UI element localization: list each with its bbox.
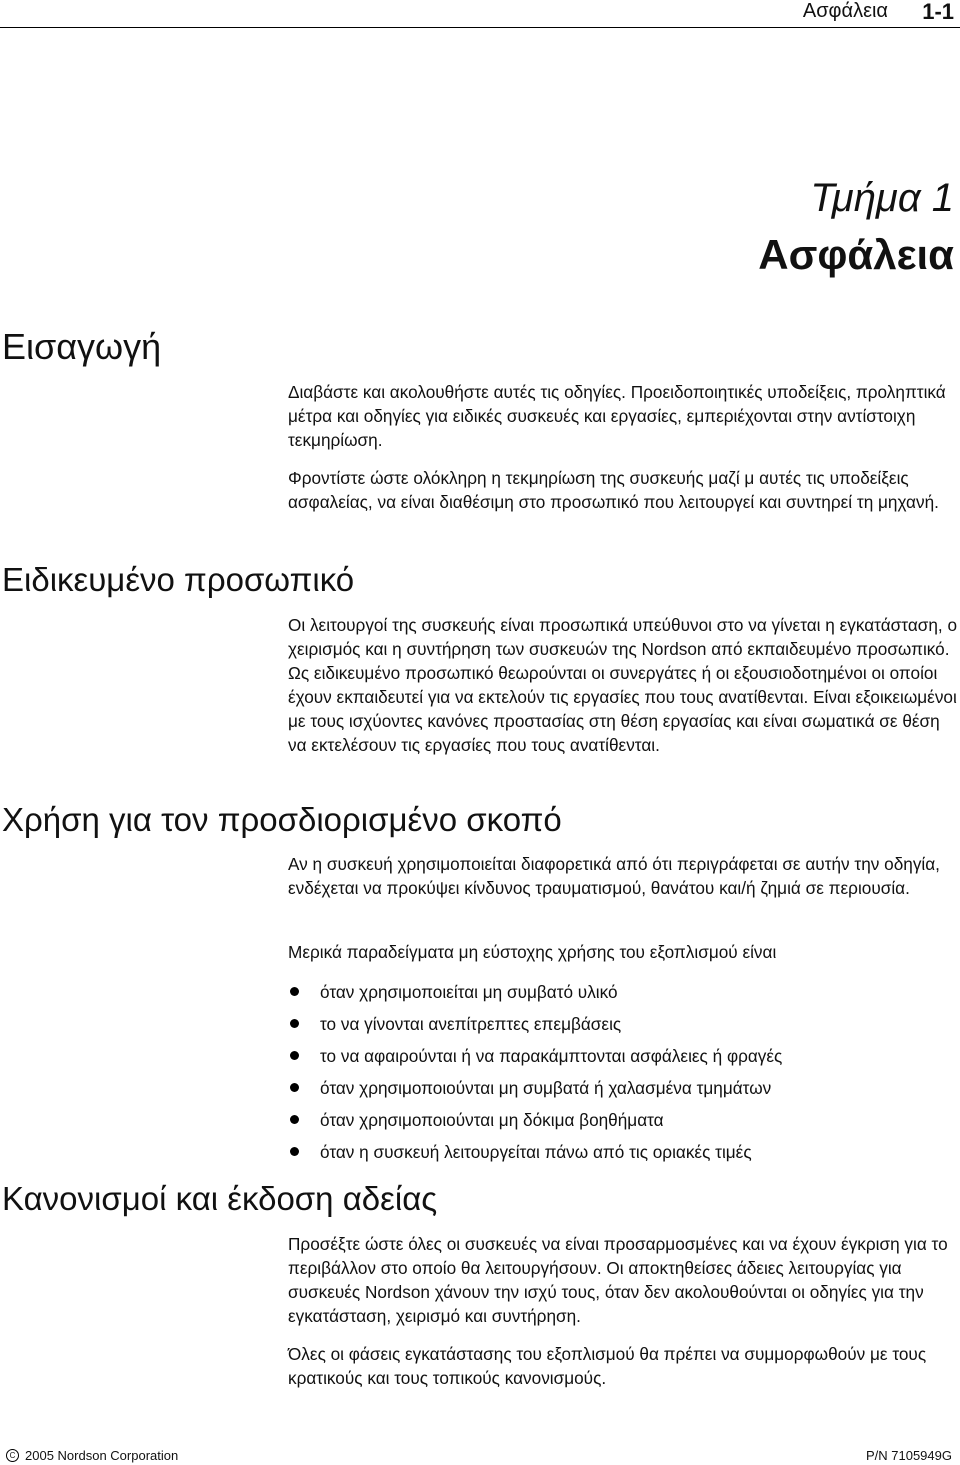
heading-intended-use: Χρήση για τον προσδιορισμένο σκοπό	[2, 801, 562, 838]
bullet-icon	[290, 1051, 299, 1060]
footer-copyright-text: 2005 Nordson Corporation	[25, 1448, 179, 1463]
copyright-icon: C	[6, 1449, 19, 1462]
bullet-icon	[290, 1147, 299, 1156]
intended-use-paragraph-1: Αν η συσκευή χρησιμοποιείται διαφορετικά από ότι περιγράφεται σε αυτήν την οδηγία, ενδέχεται να προκύψει κίνδυνος τραυματισμού, θανάτου και/ή ζημιά σε περιουσία.	[288, 854, 940, 898]
bullet-icon	[290, 1019, 299, 1028]
intro-paragraph-1: Διαβάστε και ακολουθήστε αυτές τις οδηγίες. Προειδοποιητικές υποδείξεις, προληπτικά μέτρα και οδηγίες για ειδικές συσκευές και εργασίες, εμπεριέχονται στην αντίστοιχη τεκμηρίωση.	[288, 382, 946, 450]
running-header-section: Ασφάλεια	[802, 0, 888, 22]
bullet-icon	[290, 987, 299, 996]
header-divider	[0, 27, 960, 28]
heading-regulations: Κανονισμοί και έκδοση αδείας	[2, 1180, 438, 1217]
footer-part-number: P/N 7105949G	[865, 1448, 952, 1463]
heading-qualified-personnel: Ειδικευμένο προσωπικό	[2, 561, 355, 598]
regulations-paragraph-1: Προσέξτε ώστε όλες οι συσκευές να είναι προσαρμοσμένες και να έχουν έγκριση για το περιβάλλον στο οποίο θα λειτουργήσουν. Οι αποκτηθείσες άδειες λειτουργίας για συσκευές Nordson χάνουν την ισχύ τους, όταν δεν ακολουθούνται οι οδηγίες για την εγκατάσταση, χειρισμό και συντήρηση.	[288, 1234, 948, 1326]
intended-use-paragraph-2: Μερικά παραδείγματα μη εύστοχης χρήσης του εξοπλισμού είναι	[288, 942, 777, 962]
bullet-icon	[290, 1083, 299, 1092]
heading-introduction: Εισαγωγή	[2, 326, 162, 367]
intro-paragraph-2: Φροντίστε ώστε ολόκληρη η τεκμηρίωση της συσκευής μαζί μ αυτές τις υποδείξεις ασφαλείας, να είναι διαθέσιμη στο προσωπικό που λειτουργεί και συντηρεί τη μηχανή.	[288, 468, 939, 512]
chapter-number: Τμήμα 1	[810, 176, 954, 220]
personnel-paragraph: Οι λειτουργοί της συσκευής είναι προσωπικά υπεύθυνοι στο να γίνεται η εγκατάσταση, ο χειρισμός και η συντήρηση των συσκευών της Nordson από εκπαιδευμένο προσωπικό. Ως ειδικευμένο προσωπικό θεωρούνται οι συνεργάτες ή οι εξουσιοδοτημένοι οι οποίοι έχουν εκπαιδευτεί για να εκτελούν τις εργασίες που τους ανατίθενται. Είναι εξοικειωμένοι με τους ισχύοντες κανόνες προστασίας στη θέση εργασίας και είναι σωματικά σε θέση να εκτελέσουν τις εργασίες που τους ανατίθενται.	[288, 615, 958, 755]
running-header-page-number: 1-1	[922, 0, 954, 24]
regulations-paragraph-2: Όλες οι φάσεις εγκατάστασης του εξοπλισμού θα πρέπει να συμμορφωθούν με τους κρατικούς και τους τοπικούς κανονισμούς.	[288, 1344, 927, 1388]
footer-copyright	[6, 1448, 178, 1463]
chapter-title: Ασφάλεια	[758, 231, 954, 278]
bullet-icon	[290, 1115, 299, 1124]
